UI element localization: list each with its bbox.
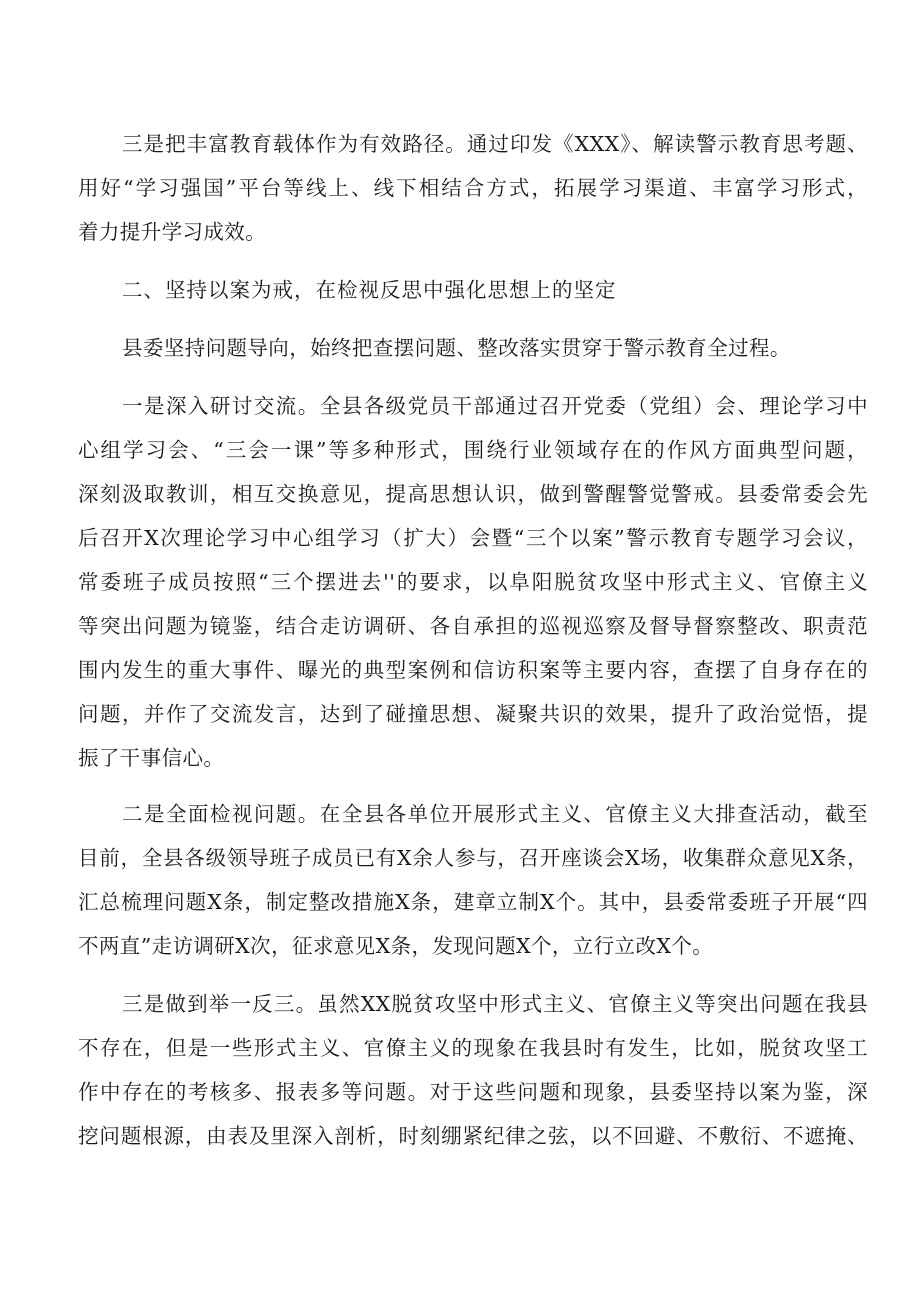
text-line: 后召开X次理论学习中心组学习（扩大）会暨“三个以案”警示教育专题学习会议， (78, 526, 868, 550)
text-line: 常委班子成员按照“三个摆进去''的要求，以阜阳脱贫攻坚中形式主义、官僚主义 (78, 570, 868, 594)
paragraph-review-problems (78, 792, 868, 968)
text-line: 目前，全县各级领导班子成员已有X余人参与，召开座谈会X场，收集群众意见X条， (78, 846, 868, 870)
text-line: 不存在，但是一些形式主义、官僚主义的现象在我县时有发生，比如，脱贫攻坚工 (78, 1036, 868, 1060)
text-line: 一是深入研讨交流。全县各级党员干部通过召开党委（党组）会、理论学习中 (122, 394, 868, 418)
text-line: 等突出问题为镜鉴，结合走访调研、各自承担的巡视巡察及督导督察整改、职责范 (78, 614, 868, 638)
heading-text: 二、坚持以案为戒，在检视反思中强化思想上的坚定 (122, 278, 617, 302)
text-line: 振了干事信心。 (78, 746, 225, 770)
section-heading (78, 268, 868, 312)
text-line: 二是全面检视问题。在全县各单位开展形式主义、官僚主义大排查活动，截至 (122, 802, 868, 826)
text-line: 县委坚持问题导向，始终把查摆问题、整改落实贯穿于警示教育全过程。 (122, 336, 791, 360)
text-line: 挖问题根源，由表及里深入剖析，时刻绷紧纪律之弦，以不回避、不敷衍、不遮掩、 (78, 1124, 868, 1148)
paragraph-draw-inferences (78, 982, 868, 1158)
text-line: 三是把丰富教育载体作为有效路径。通过印发《XXX》、解读警示教育思考题、 (122, 132, 868, 156)
text-line: 着力提升学习成效。 (78, 220, 267, 244)
text-line: 用好“学习强国”平台等线上、线下相结合方式，拓展学习渠道、丰富学习形式， (78, 176, 868, 200)
text-line: 问题，并作了交流发言，达到了碰撞思想、凝聚共识的效果，提升了政治觉悟，提 (78, 702, 868, 726)
text-line: 作中存在的考核多、报表多等问题。对于这些问题和现象，县委坚持以案为鉴，深 (78, 1080, 868, 1104)
text-line: 不两直”走访调研X次，征求意见X条，发现问题X个，立行立改X个。 (78, 934, 714, 958)
paragraph-problem-oriented (78, 326, 868, 370)
text-line: 三是做到举一反三。虽然XX脱贫攻坚中形式主义、官僚主义等突出问题在我县 (122, 992, 868, 1016)
text-line: 深刻汲取教训，相互交换意见，提高思想认识，做到警醒警觉警戒。县委常委会先 (78, 482, 868, 506)
paragraph-education-carrier (78, 122, 868, 254)
text-line: 汇总梳理问题X条，制定整改措施X条，建章立制X个。其中，县委常委班子开展“四 (78, 890, 868, 914)
text-line: 心组学习会、“三会一课”等多种形式，围绕行业领域存在的作风方面典型问题， (78, 438, 868, 462)
text-line: 围内发生的重大事件、曝光的典型案例和信访积案等主要内容，查摆了自身存在的 (78, 658, 868, 682)
paragraph-in-depth-discussion (78, 384, 868, 780)
